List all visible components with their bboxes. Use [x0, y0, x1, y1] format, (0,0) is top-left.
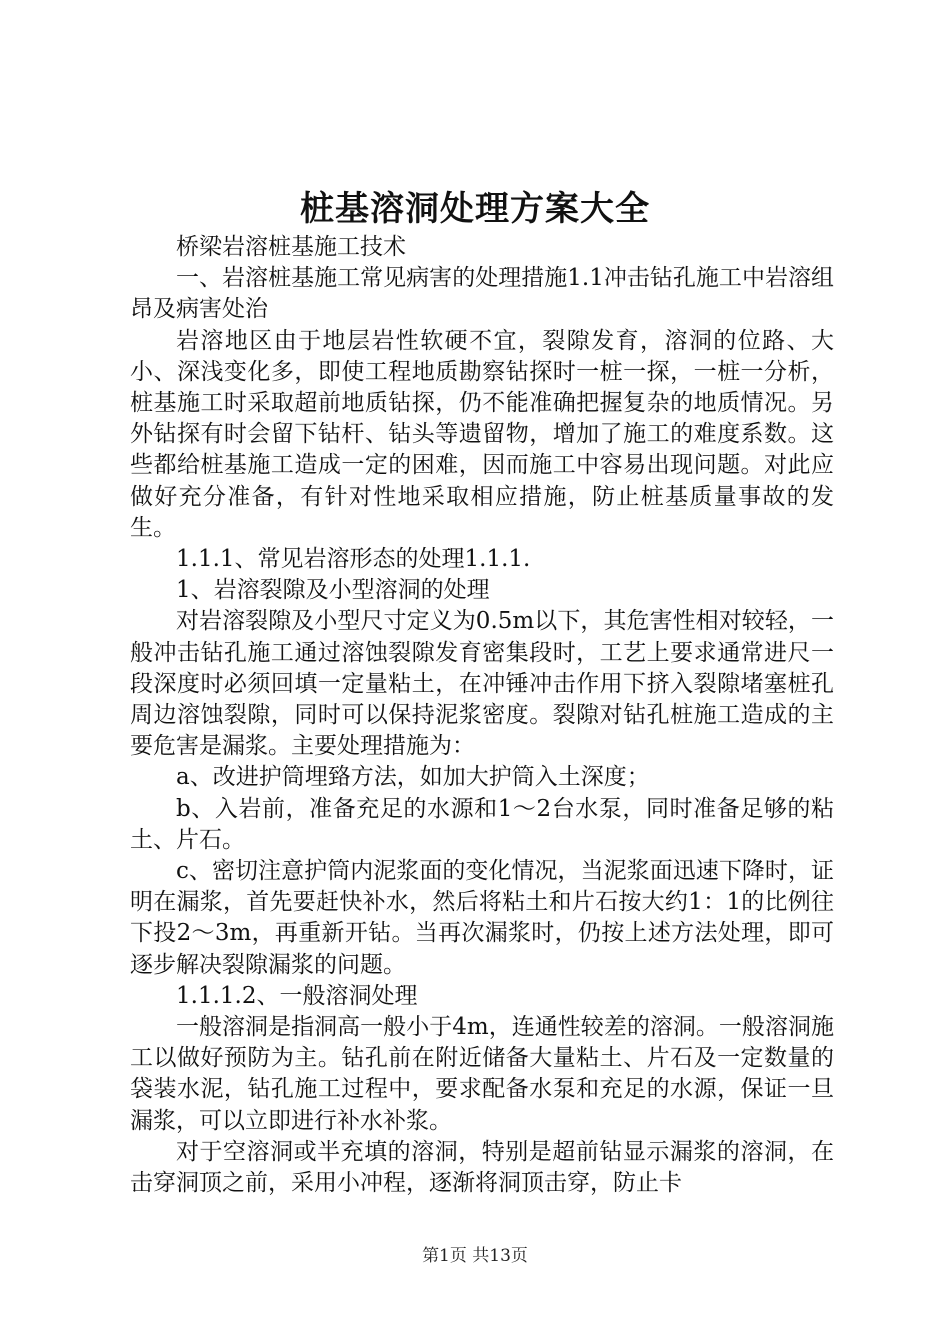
- paragraph: 一、岩溶桩基施工常见病害的处理措施1.1冲击钻孔施工中岩溶组昂及病害处治: [130, 265, 834, 323]
- paragraph: a、改进护筒埋臵方法，如加大护筒入土深度；: [176, 764, 650, 791]
- paragraph: c、密切注意护筒内泥浆面的变化情况，当泥浆面迅速下降时，证明在漏浆，首先要赶快补水，然后将粘土和片石按大约1：1的比例往下投2～3m，再重新开钻。当再次漏浆时，仍按上述方法处理，即可逐步解决裂隙漏浆的问题。: [130, 858, 834, 978]
- paragraph: 对于空溶洞或半充填的溶洞，特别是超前钻显示漏浆的溶洞，在击穿洞顶之前，采用小冲程，逐渐将洞顶击穿，防止卡: [130, 1138, 834, 1197]
- paragraph: 一般溶洞是指洞高一般小于4m，连通性较差的溶洞。一般溶洞施工以做好预防为主。钻孔前在附近储备大量粘土、片石及一定数量的袋装水泥，钻孔施工过程中，要求配备水泵和充足的水源，保证一旦漏浆，可以立即进行补水补浆。: [130, 1014, 834, 1134]
- paragraph: 岩溶地区由于地层岩性软硬不宜，裂隙发育，溶洞的位路、大小、深浅变化多，即使工程地质勘察钻探时一桩一探，一桩一分析，桩基施工时采取超前地质钻探，仍不能准确把握复杂的地质情况。另外钻探有时会留下钻杆、钻头等遗留物，增加了施工的难度系数。这些都给桩基施工造成一定的困难，因而施工中容易出现问题。对此应做好充分准备，有针对性地采取相应措施，防止桩基质量事故的发生。: [130, 327, 834, 541]
- document-body: [130, 232, 834, 1199]
- paragraph: 1、岩溶裂隙及小型溶洞的处理: [176, 577, 490, 604]
- document-title: 桩基溶洞处理方案大全: [300, 189, 650, 229]
- page-total: 共13页: [472, 1246, 528, 1266]
- page-footer: [0, 1244, 950, 1268]
- paragraph: b、入岩前，准备充足的水源和1～2台水泵，同时准备足够的粘土、片石。: [130, 795, 834, 853]
- paragraph: 1.1.1.2、一般溶洞处理: [176, 982, 418, 1009]
- paragraph: 桥梁岩溶桩基施工技术: [176, 234, 406, 260]
- page-number: 第1页: [422, 1246, 467, 1266]
- paragraph: 1.1.1、常见岩溶形态的处理1.1.1.: [176, 546, 531, 573]
- paragraph: 对岩溶裂隙及小型尺寸定义为0.5m以下，其危害性相对较轻，一般冲击钻孔施工通过溶蚀裂隙发育密集段时，工艺上要求通常进尺一段深度时必须回填一定量粘土，在冲锤冲击作用下挤入裂隙堵塞桩孔周边溶蚀裂隙，同时可以保持泥浆密度。裂隙对钻孔桩施工造成的主要危害是漏浆。主要处理措施为：: [130, 608, 834, 760]
